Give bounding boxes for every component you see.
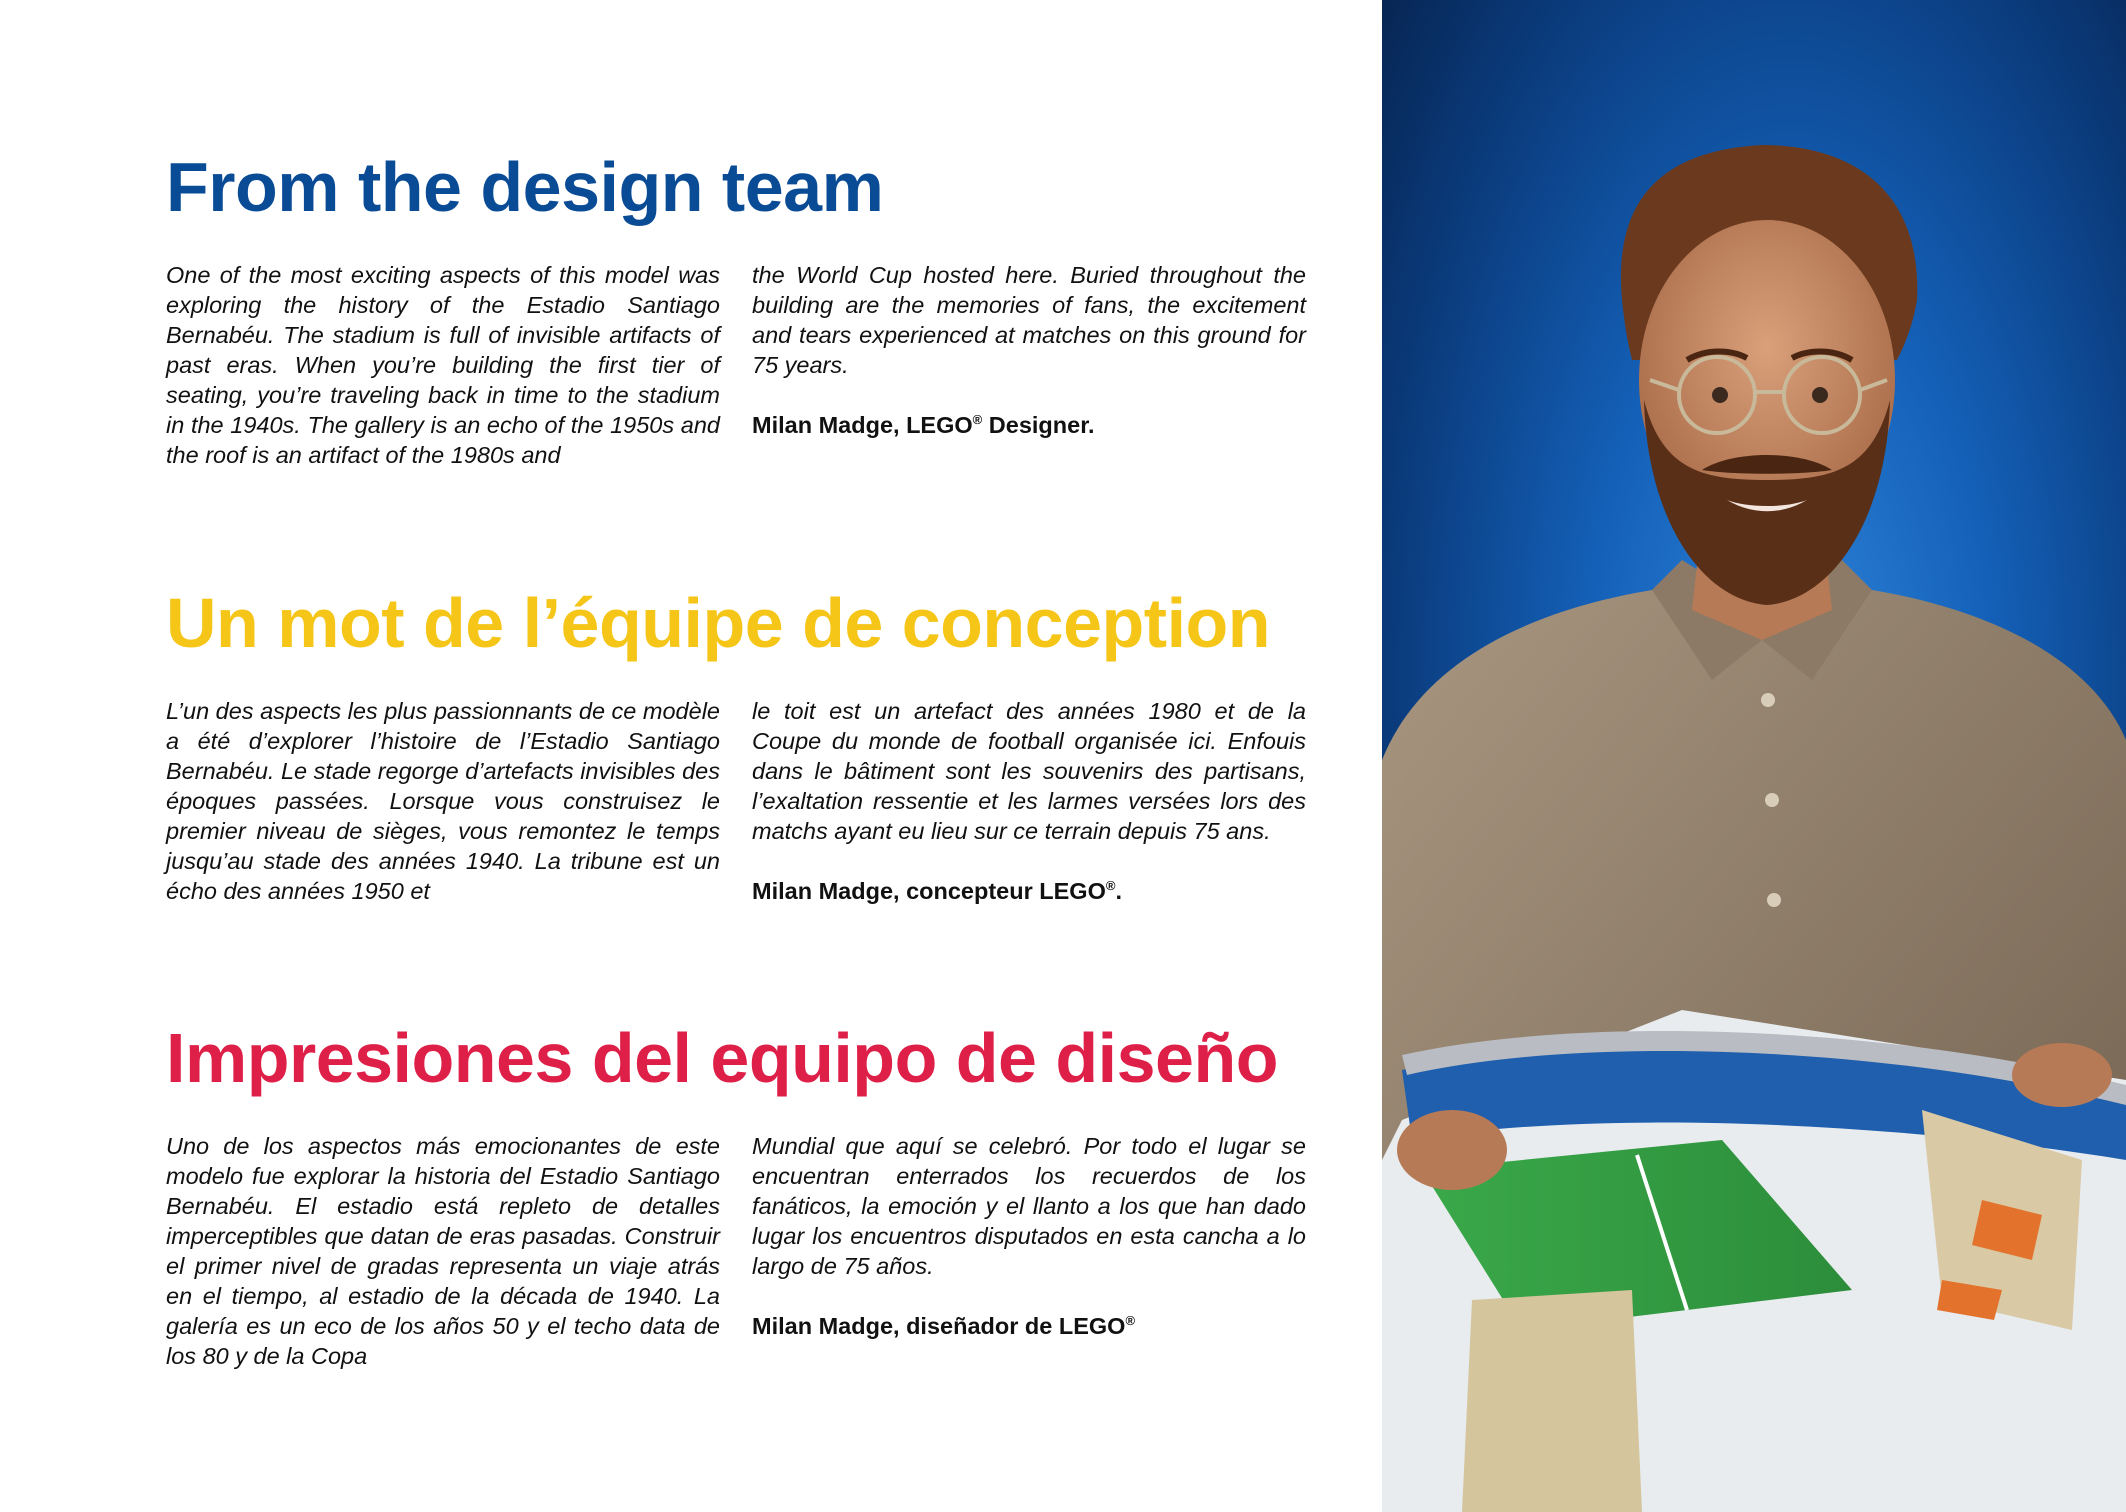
registered-mark: ® bbox=[1105, 878, 1116, 894]
signature-text: Milan Madge, diseñador de LEGO bbox=[752, 1313, 1126, 1339]
section-english bbox=[166, 148, 1306, 470]
section-columns bbox=[166, 1131, 1306, 1371]
column-right bbox=[752, 260, 1306, 470]
column-right bbox=[752, 1131, 1306, 1371]
section-columns bbox=[166, 696, 1306, 906]
body-text-left: One of the most exciting aspects of this model was exploring the history of the Estadio Santiago Bernabéu. The stadium is full of invisible artifacts of past eras. When you’re building the first tier of seating, you’re traveling back in time to the stadium in the 1940s. The gallery is an echo of the 1950s and the roof is an artifact of the 1980s and bbox=[166, 262, 720, 468]
registered-mark: ® bbox=[972, 412, 983, 428]
body-text-left: Uno de los aspectos más emocionantes de este modelo fue explorar la historia del Estadio Santiago Bernabéu. El estadio está repleto de detalles imperceptibles que datan de eras pasadas. Construir el primer nivel de gradas representa un viaje atrás en el tiempo, al estadio de la década de 1940. La galería es un eco de los años 50 y el techo data de los 80 y de la Copa bbox=[166, 1133, 720, 1369]
column-right bbox=[752, 696, 1306, 906]
shirt-button bbox=[1767, 893, 1781, 907]
eye bbox=[1812, 387, 1828, 403]
body-text-left: L’un des aspects les plus passionnants de ce modèle a été d’explorer l’histoire de l’Estadio Santiago Bernabéu. Le stade regorge d’artefacts invisibles des époques passées. Lorsque vous construisez le premier niveau de sièges, vous remontez le temps jusqu’au stade des années 1940. La tribune est un écho des années 1950 et bbox=[166, 698, 720, 904]
section-columns bbox=[166, 260, 1306, 470]
column-left bbox=[166, 696, 720, 906]
lego-stadium-model bbox=[1382, 1010, 2126, 1512]
stadium-tower-left bbox=[1462, 1290, 1642, 1512]
section-heading-french: Un mot de l’équipe de conception bbox=[166, 584, 1271, 662]
hand-right bbox=[2012, 1043, 2112, 1107]
column-left bbox=[166, 1131, 720, 1371]
registered-mark: ® bbox=[1125, 1313, 1136, 1329]
body-text-right: Mundial que aquí se celebró. Por todo el lugar se encuentran enterrados los recuerdos de los fanáticos, la emoción y el llanto a los que han dado lugar los encuentros disputados en esta cancha a lo largo de 75 años. bbox=[752, 1133, 1306, 1279]
hand-left bbox=[1397, 1110, 1507, 1190]
designer-portrait-illustration bbox=[1382, 0, 2126, 1512]
body-text-right: the World Cup hosted here. Buried throughout the building are the memories of fans, the excitement and tears experienced at matches on this ground for 75 years. bbox=[752, 262, 1306, 378]
designer-signature bbox=[752, 410, 1306, 440]
signature-text: Milan Madge, concepteur LEGO bbox=[752, 878, 1106, 904]
designer-signature bbox=[752, 1311, 1306, 1341]
section-heading-english: From the design team bbox=[166, 148, 884, 226]
column-left bbox=[166, 260, 720, 470]
body-text-right: le toit est un artefact des années 1980 et de la Coupe du monde de football organisée ici. Enfouis dans le bâtiment sont les souvenirs des partisans, l’exaltation ressentie et les larmes versées lors des matchs ayant eu lieu sur ce terrain depuis 75 ans. bbox=[752, 698, 1306, 844]
section-heading-spanish: Impresiones del equipo de diseño bbox=[166, 1019, 1278, 1097]
signature-end: Designer. bbox=[982, 412, 1095, 438]
eye bbox=[1712, 387, 1728, 403]
designer-signature bbox=[752, 876, 1306, 906]
designer-photo bbox=[1382, 0, 2126, 1512]
section-french bbox=[166, 584, 1306, 906]
section-spanish bbox=[166, 1019, 1306, 1371]
signature-text: Milan Madge, LEGO bbox=[752, 412, 973, 438]
shirt-button bbox=[1761, 693, 1775, 707]
signature-end: . bbox=[1115, 878, 1122, 904]
shirt-button bbox=[1765, 793, 1779, 807]
